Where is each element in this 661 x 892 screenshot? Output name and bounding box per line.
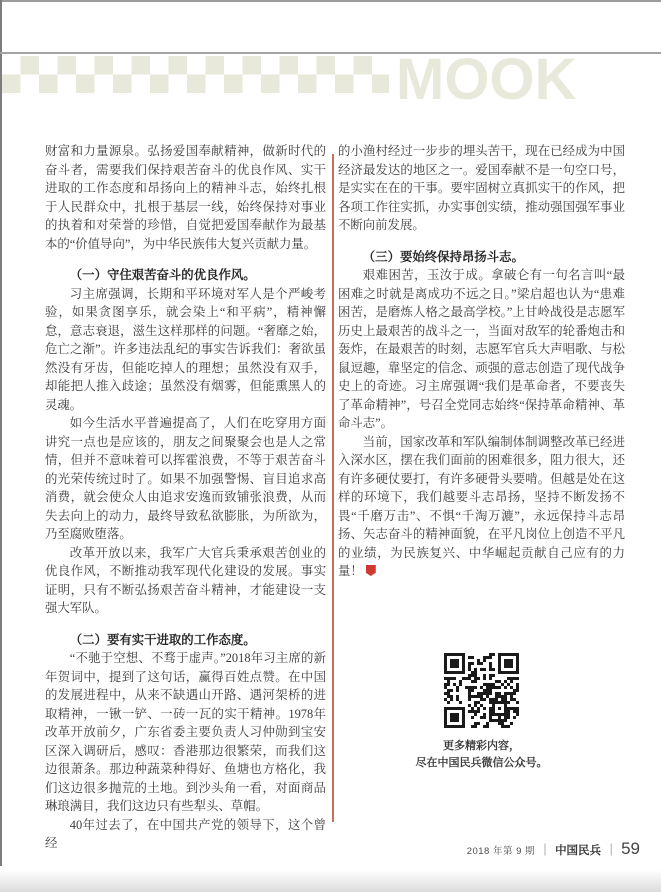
section-1-paragraph: 改革开放以来，我军广大官兵秉承艰苦创业的优良作风，不断推动我军现代化建设的发展。事实证明，只有不断弘扬艰苦奋斗精神，才能建设一支强大军队。	[45, 545, 326, 615]
column-divider-line	[332, 154, 334, 822]
section-2-paragraph: “不驰于空想、不骛于虚声。”2018年习主席的新年贺词中，提到了这句话，赢得百姓点赞。在中国的发展进程中，从来不缺遇山开路、遇河架桥的进取精神，一锹一铲、一砖一瓦的实干精神。1978年改革开放前夕，广东省委主要负责人习仲勋到宝安区深入调研后，感叹：香港那边很繁荣，而我们这边很萧条。那边种蔬菜种得好、鱼塘也方格化，我们这边很多抛荒的土地。到沙头角一看，对面商品琳琅满目，我们这边只有些犁头、草帽。	[45, 651, 326, 813]
section-3-paragraph-text: 当前，国家改革和军队编制体制调整改革已经进入深水区，摆在我们面前的困难很多，阻力很大，还有许多硬仗要打，有许多硬骨头要啃。但越是处在这样的环境下，我们越要斗志昂扬，坚持不断发扬不畏“千磨万击”、不惧“千淘万漉”，永远保持斗志昂扬、矢志奋斗的精神面貌，在平凡岗位上创造不平凡的业绩，为民族复兴、中华崛起贡献自己应有的力量！	[338, 434, 625, 578]
footer-magazine-name: 中国民兵	[555, 845, 602, 857]
section-1-paragraph: 如今生活水平普遍提高了，人们在吃穿用方面讲究一点也是应该的，朋友之间聚聚会也是人之常情，但并不意味着可以挥霍浪费，不等于艰苦奋斗的光荣传统过时了。如果不加强警惕、盲目追求高消费，就会使众人由追求安逸而致铺张浪费，从而失去向上的动力，最终导致私欲膨胀，为所欲为，乃至腐败堕落。	[45, 416, 326, 541]
end-of-article-mark-icon	[366, 565, 376, 576]
section-3-paragraph	[338, 433, 625, 581]
mook-watermark: MOOK	[396, 47, 577, 112]
qr-caption-line-1: 更多精彩内容，	[443, 739, 520, 752]
qr-caption	[338, 738, 625, 772]
qr-block	[338, 653, 625, 772]
qr-code	[444, 653, 519, 728]
section-1-heading: （一）守住艰苦奋斗的优良作风。	[69, 268, 256, 282]
footer-separator: ｜	[539, 843, 552, 857]
section-2-paragraph: 40年过去了，在中国共产党的领导下，这个曾经	[45, 817, 326, 850]
section-1-paragraph: 习主席强调，长期和平环境对军人是个严峻考验，如果贪图享乐，就会染上“和平病”，精神懈怠，意志衰退，滋生这样那样的问题。“奢靡之始，危亡之渐”。许多违法乱纪的事实告诉我们：奢欲虽然没有牙齿，但能吃掉人的理想；虽然没有双手，却能把人推入歧途；虽然没有烟雾，但能熏黑人的灵魂。	[45, 286, 326, 412]
footer-issue: 2018 年第 9 期	[466, 846, 536, 857]
footer-page-number: 59	[621, 839, 640, 858]
right-column	[338, 142, 625, 772]
paragraph-intro-continuation: 财富和力量源泉。弘扬爱国奉献精神，做新时代的奋斗者，需要我们保持艰苦奋斗的优良作风、实干进取的工作态度和昂扬向上的精神斗志，始终扎根于人民群众中，扎根于基层一线，始终保持对事业的执着和对荣誉的珍惜，自觉把爱国奉献作为最基本的“价值导向”，为中华民族伟大复兴贡献力量。	[45, 144, 326, 251]
page-top-edge	[0, 0, 661, 2]
footer-separator: ｜	[605, 843, 618, 857]
page-bottom-edge	[0, 870, 661, 892]
section-3-paragraph: 艰难困苦，玉汝于成。拿破仑有一句名言叫“最困难之时就是离成功不远之日。”梁启超也认为“患难困苦，是磨炼人格之最高学校。”上甘岭战役是志愿军历史上最艰苦的战斗之一，当面对敌军的轮番炮击和轰炸，在最艰苦的时刻，志愿军官兵大声唱歌、与松鼠逗趣，靠坚定的信念、顽强的意志创造了现代战争史上的奇迹。习主席强调“我们是革命者，不要丧失了革命精神”，号召全党同志始终“保持革命精神、革命斗志”。	[338, 268, 625, 430]
page-footer	[467, 839, 640, 859]
checkerboard-pattern	[2, 56, 389, 93]
qr-caption-line-2: 尽在中国民兵微信公众号。	[415, 756, 548, 769]
paragraph-continuation: 的小渔村经过一步步的埋头苦干，现在已经成为中国经济最发达的地区之一。爱国奉献不是一句空口号，是实实在在的干事。要牢固树立真抓实干的作风，把各项工作往实抓，办实事创实绩，推动强国强军事业不断向前发展。	[338, 144, 625, 232]
page-left-edge	[0, 0, 2, 866]
section-3-heading: （三）要始终保持昂扬斗志。	[362, 249, 524, 264]
left-column	[45, 142, 326, 853]
section-2-heading: （二）要有实干进取的工作态度。	[69, 632, 256, 647]
